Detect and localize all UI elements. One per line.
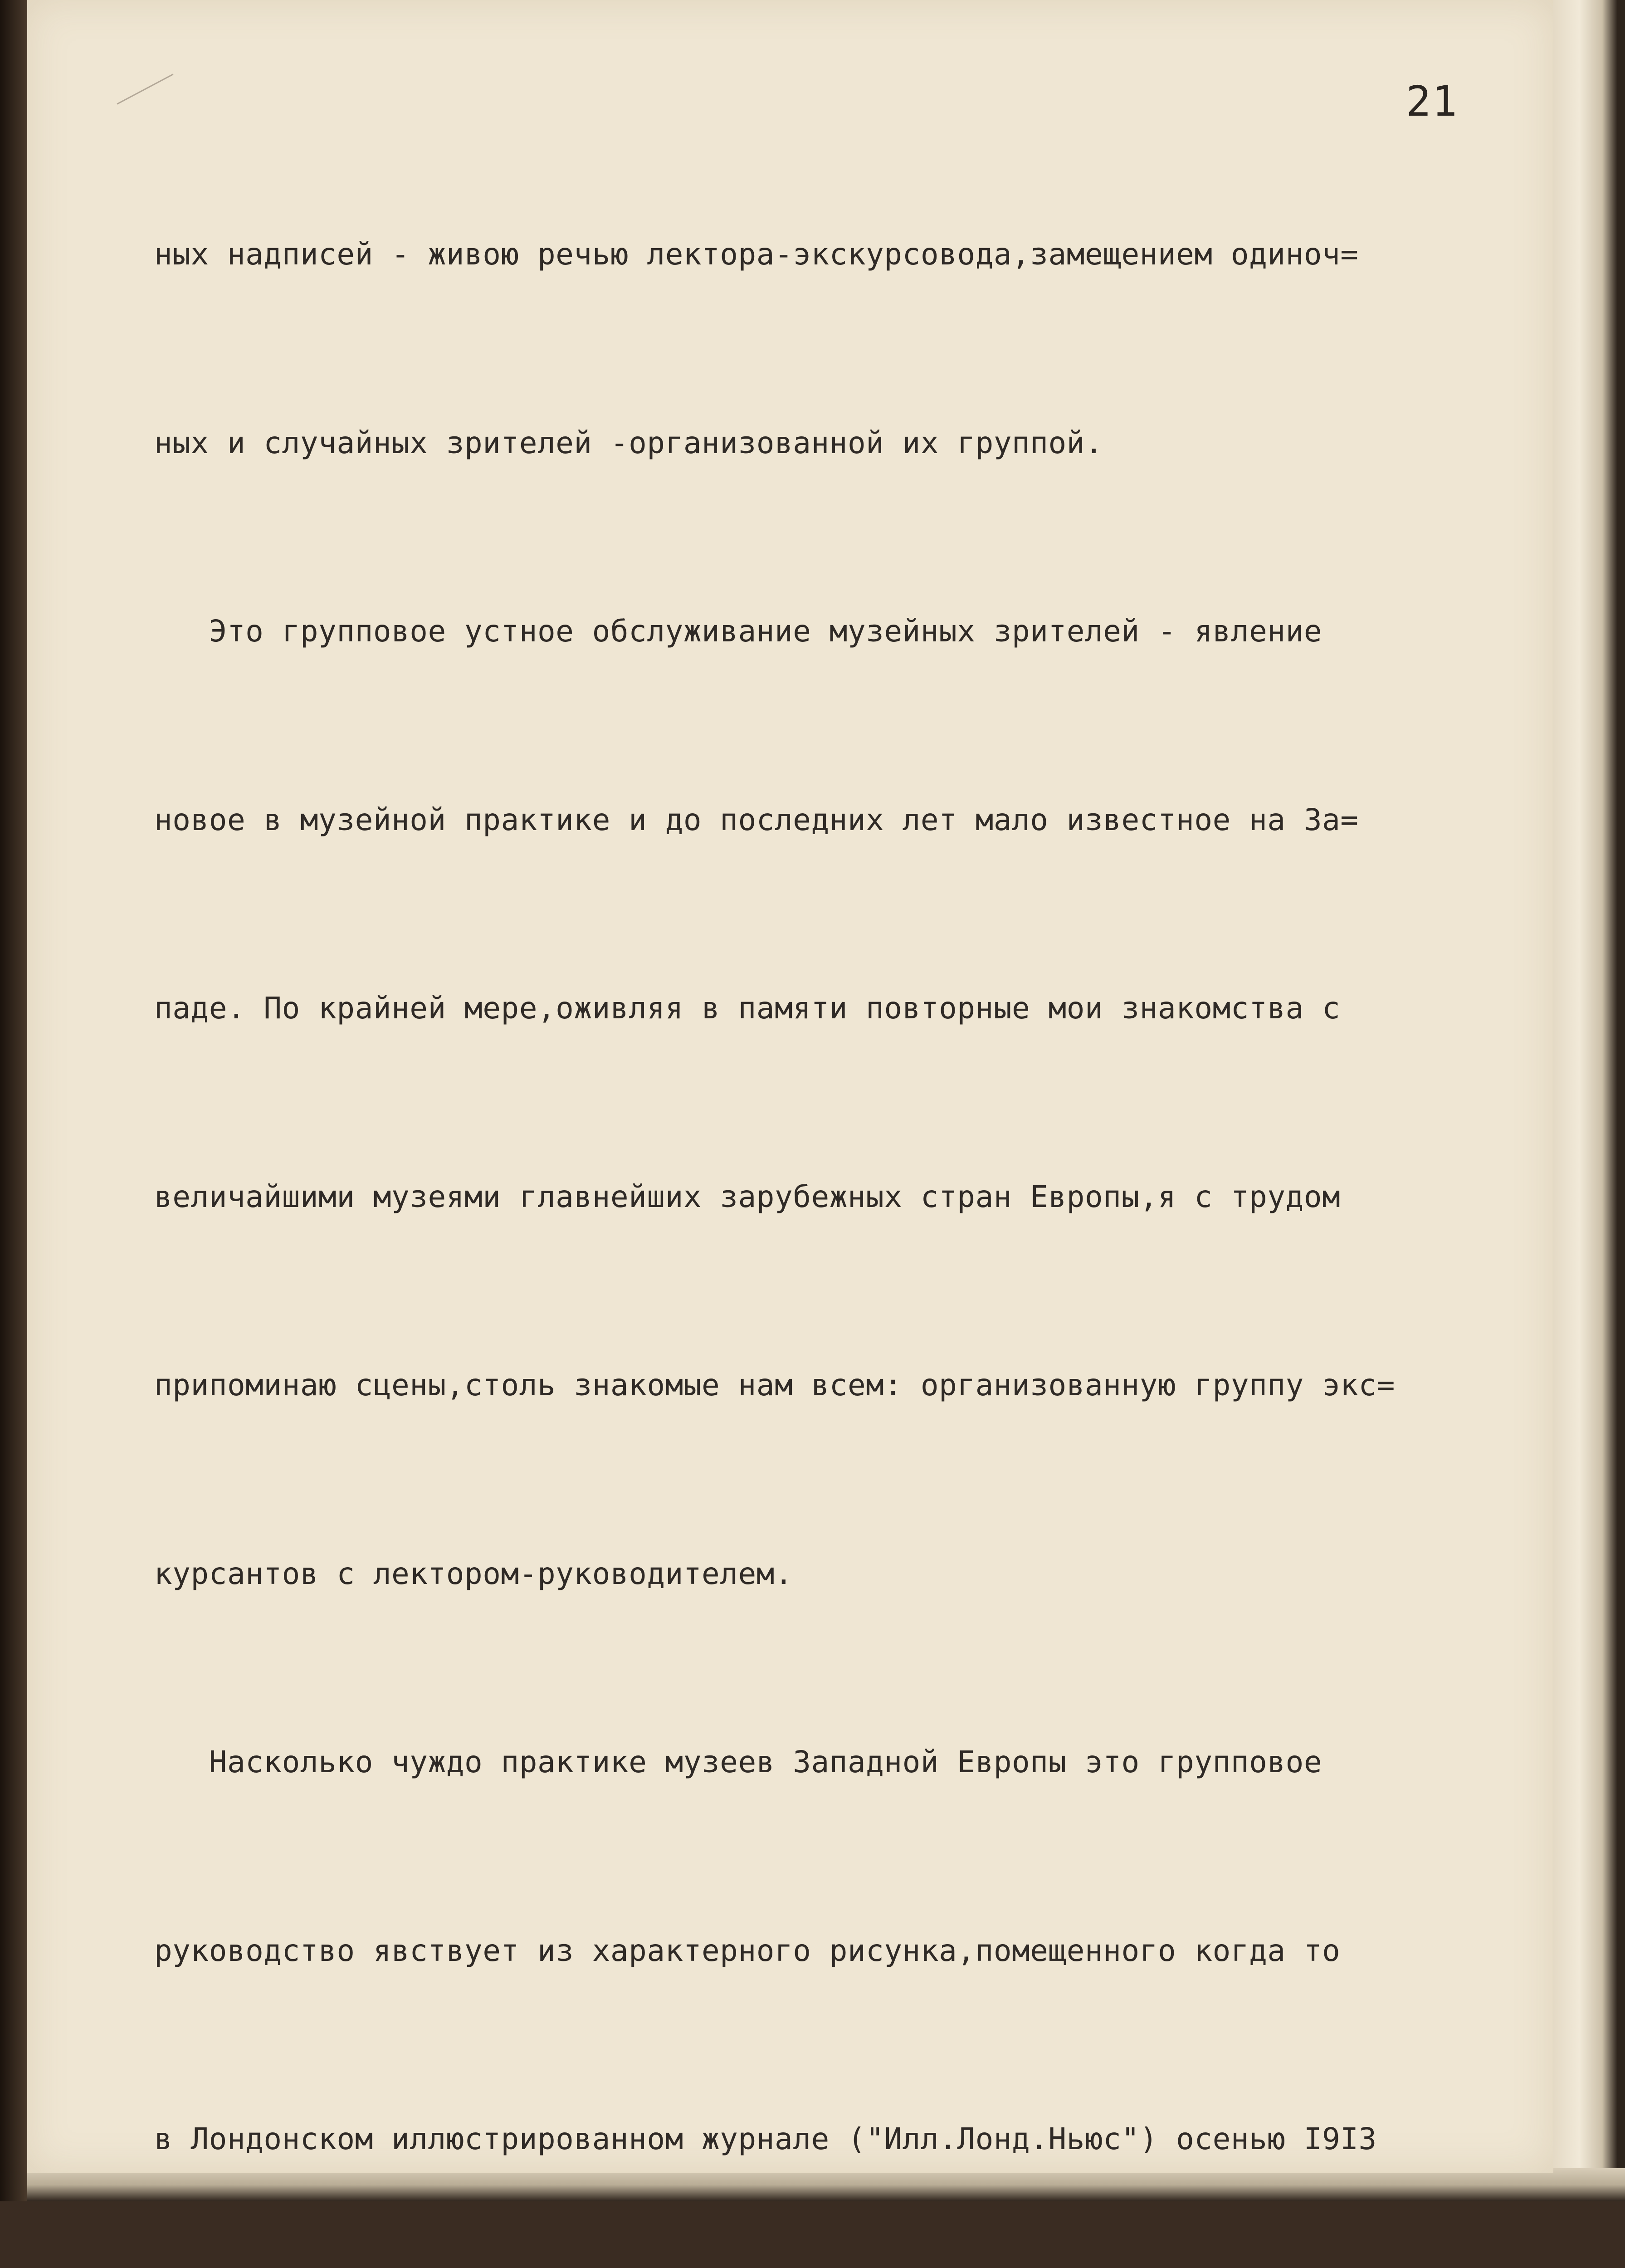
text-line: ных надписей - живою речью лектора-экскурсовода,замещением одиноч= <box>154 237 1359 272</box>
text-line: новое в музейной практике и до последних лет мало известное на За= <box>154 802 1359 837</box>
typewritten-text <box>154 98 1533 2268</box>
text-line: величайшими музеями главнейших зарубежных стран Европы,я с трудом <box>154 1179 1341 1214</box>
text-line: руководство явствует из характерного рисунка,помещенного когда то <box>154 1933 1341 1968</box>
text-line: паде. По крайней мере,оживляя в памяти повторные мои знакомства с <box>154 991 1341 1026</box>
page-number: 21 <box>1406 77 1458 126</box>
text-line: Насколько чуждо практике музеев Западной Европы это групповое <box>154 1745 1322 1779</box>
text-line: курсантов с лектором-руководителем. <box>154 1556 793 1591</box>
binding-shadow <box>0 0 27 2201</box>
text-line: припоминаю сцены,столь знакомые нам всем: организованную группу экс= <box>154 1368 1396 1403</box>
text-line: в Лондонском иллюстрированном журнале ("Илл.Лонд.Ньюс") осенью I9I3 <box>154 2121 1377 2156</box>
text-line: Это групповое устное обслуживание музейных зрителей - явление <box>154 614 1322 649</box>
page-stack-edge <box>1549 0 1625 2201</box>
text-line: ных и случайных зрителей -организованной их группой. <box>154 425 1103 460</box>
